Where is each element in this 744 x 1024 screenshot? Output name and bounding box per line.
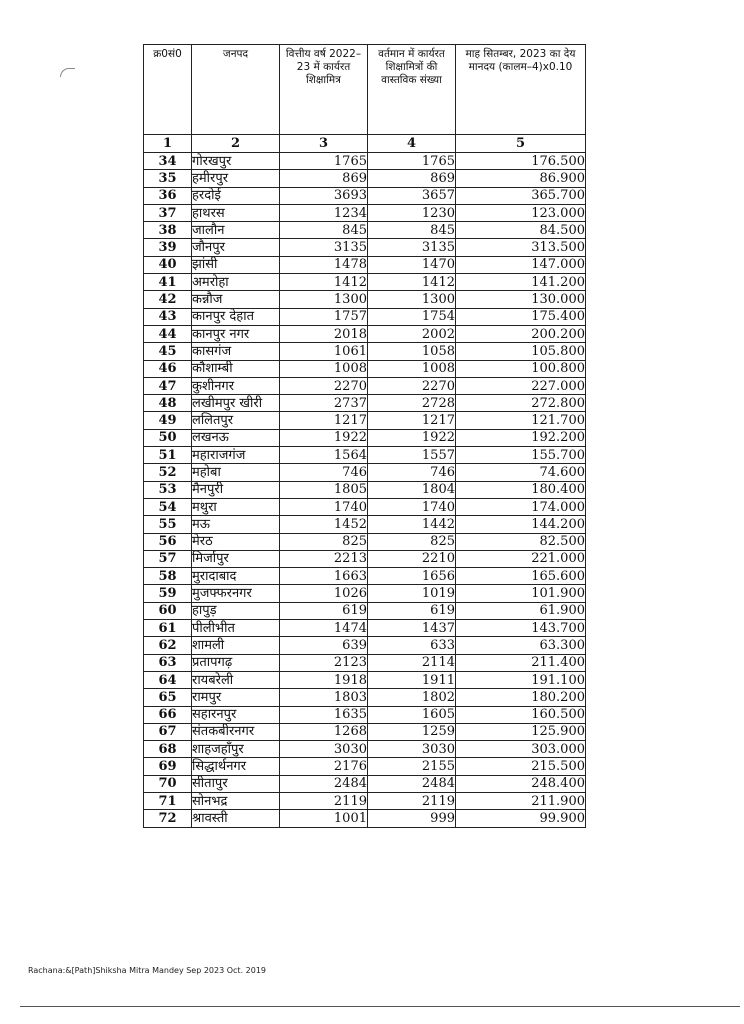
cell-serial-number: 47 (144, 377, 192, 394)
cell-amount: 155.700 (456, 447, 586, 464)
cell-fy-count: 1412 (280, 274, 368, 291)
cell-serial-number: 36 (144, 187, 192, 204)
cell-serial-number: 71 (144, 792, 192, 809)
table-row (144, 429, 586, 446)
table-row (144, 568, 586, 585)
cell-current-count: 1019 (368, 585, 456, 602)
cell-amount: 200.200 (456, 325, 586, 342)
cell-serial-number: 44 (144, 325, 192, 342)
cell-serial-number: 62 (144, 637, 192, 654)
table-row (144, 810, 586, 827)
cell-fy-count: 2213 (280, 550, 368, 567)
cell-district: संतकबीरनगर (192, 723, 280, 740)
cell-district: कौशाम्बी (192, 360, 280, 377)
cell-amount: 175.400 (456, 308, 586, 325)
cell-current-count: 1922 (368, 429, 456, 446)
cell-serial-number: 37 (144, 204, 192, 221)
cell-amount: 211.400 (456, 654, 586, 671)
cell-district: प्रतापगढ़ (192, 654, 280, 671)
table-row (144, 550, 586, 567)
column-number: 4 (368, 135, 456, 153)
cell-fy-count: 1061 (280, 343, 368, 360)
cell-current-count: 1230 (368, 204, 456, 221)
cell-current-count: 1911 (368, 671, 456, 688)
cell-district: झांसी (192, 256, 280, 273)
cell-fy-count: 746 (280, 464, 368, 481)
cell-serial-number: 34 (144, 153, 192, 170)
cell-fy-count: 869 (280, 170, 368, 187)
table-row (144, 585, 586, 602)
cell-serial-number: 35 (144, 170, 192, 187)
cell-district: महाराजगंज (192, 447, 280, 464)
cell-amount: 147.000 (456, 256, 586, 273)
cell-fy-count: 2176 (280, 758, 368, 775)
cell-district: रायबरेली (192, 671, 280, 688)
table-row (144, 170, 586, 187)
cell-current-count: 2484 (368, 775, 456, 792)
table-row (144, 377, 586, 394)
cell-district: सिद्धार्थनगर (192, 758, 280, 775)
table-row (144, 291, 586, 308)
cell-district: ललितपुर (192, 412, 280, 429)
cell-fy-count: 1564 (280, 447, 368, 464)
table-row (144, 308, 586, 325)
cell-district: जालौन (192, 222, 280, 239)
table-row (144, 792, 586, 809)
cell-district: मैनपुरी (192, 481, 280, 498)
cell-district: सोनभद्र (192, 792, 280, 809)
cell-current-count: 619 (368, 602, 456, 619)
cell-district: लखनऊ (192, 429, 280, 446)
table-row (144, 602, 586, 619)
cell-serial-number: 70 (144, 775, 192, 792)
cell-district: मथुरा (192, 498, 280, 515)
cell-district: लखीमपुर खीरी (192, 395, 280, 412)
cell-district: मेरठ (192, 533, 280, 550)
cell-current-count: 3657 (368, 187, 456, 204)
cell-fy-count: 3135 (280, 239, 368, 256)
cell-amount: 143.700 (456, 620, 586, 637)
cell-amount: 74.600 (456, 464, 586, 481)
table-row (144, 256, 586, 273)
cell-serial-number: 59 (144, 585, 192, 602)
cell-serial-number: 51 (144, 447, 192, 464)
cell-amount: 123.000 (456, 204, 586, 221)
cell-fy-count: 2018 (280, 325, 368, 342)
cell-current-count: 1656 (368, 568, 456, 585)
cell-district: अमरोहा (192, 274, 280, 291)
cell-amount: 100.800 (456, 360, 586, 377)
cell-district: मऊ (192, 516, 280, 533)
cell-serial-number: 68 (144, 741, 192, 758)
table-row (144, 758, 586, 775)
cell-amount: 99.900 (456, 810, 586, 827)
cell-amount: 313.500 (456, 239, 586, 256)
cell-current-count: 1765 (368, 153, 456, 170)
cell-amount: 192.200 (456, 429, 586, 446)
cell-current-count: 2270 (368, 377, 456, 394)
cell-current-count: 1058 (368, 343, 456, 360)
table-row (144, 671, 586, 688)
cell-fy-count: 1757 (280, 308, 368, 325)
cell-serial-number: 58 (144, 568, 192, 585)
cell-district: पीलीभीत (192, 620, 280, 637)
cell-fy-count: 1300 (280, 291, 368, 308)
table-row (144, 723, 586, 740)
cell-current-count: 999 (368, 810, 456, 827)
table-row (144, 343, 586, 360)
cell-serial-number: 45 (144, 343, 192, 360)
table-row (144, 412, 586, 429)
cell-fy-count: 639 (280, 637, 368, 654)
column-number: 1 (144, 135, 192, 153)
table-row (144, 620, 586, 637)
header-district: जनपद (192, 45, 280, 135)
cell-amount: 248.400 (456, 775, 586, 792)
scan-mark (60, 68, 75, 77)
cell-current-count: 3135 (368, 239, 456, 256)
cell-current-count: 1740 (368, 498, 456, 515)
column-number: 5 (456, 135, 586, 153)
cell-current-count: 825 (368, 533, 456, 550)
cell-current-count: 1802 (368, 689, 456, 706)
cell-fy-count: 1217 (280, 412, 368, 429)
cell-amount: 82.500 (456, 533, 586, 550)
cell-serial-number: 63 (144, 654, 192, 671)
cell-current-count: 1804 (368, 481, 456, 498)
cell-fy-count: 1663 (280, 568, 368, 585)
cell-amount: 215.500 (456, 758, 586, 775)
cell-current-count: 3030 (368, 741, 456, 758)
cell-fy-count: 1922 (280, 429, 368, 446)
cell-current-count: 2155 (368, 758, 456, 775)
table-row (144, 637, 586, 654)
cell-fy-count: 845 (280, 222, 368, 239)
cell-amount: 86.900 (456, 170, 586, 187)
cell-amount: 160.500 (456, 706, 586, 723)
cell-district: जौनपुर (192, 239, 280, 256)
cell-amount: 174.000 (456, 498, 586, 515)
table-row (144, 775, 586, 792)
cell-fy-count: 2484 (280, 775, 368, 792)
cell-amount: 84.500 (456, 222, 586, 239)
cell-serial-number: 46 (144, 360, 192, 377)
cell-fy-count: 1452 (280, 516, 368, 533)
cell-current-count: 1412 (368, 274, 456, 291)
cell-fy-count: 825 (280, 533, 368, 550)
cell-current-count: 1217 (368, 412, 456, 429)
cell-serial-number: 61 (144, 620, 192, 637)
table-row (144, 360, 586, 377)
cell-fy-count: 1001 (280, 810, 368, 827)
cell-amount: 180.200 (456, 689, 586, 706)
cell-district: शाहजहाँपुर (192, 741, 280, 758)
cell-current-count: 2119 (368, 792, 456, 809)
cell-serial-number: 53 (144, 481, 192, 498)
cell-district: कन्नौज (192, 291, 280, 308)
table-row (144, 274, 586, 291)
cell-district: गोरखपुर (192, 153, 280, 170)
cell-fy-count: 1268 (280, 723, 368, 740)
header-current-count: वर्तमान में कार्यरत शिक्षामित्रों की वास्तविक संख्या (368, 45, 456, 135)
bottom-divider (20, 1006, 740, 1007)
cell-amount: 144.200 (456, 516, 586, 533)
cell-district: रामपुर (192, 689, 280, 706)
cell-district: हाथरस (192, 204, 280, 221)
header-fy-count: वित्तीय वर्ष 2022–23 में कार्यरत शिक्षामित्र (280, 45, 368, 135)
cell-serial-number: 42 (144, 291, 192, 308)
cell-current-count: 845 (368, 222, 456, 239)
table-row (144, 516, 586, 533)
cell-district: मिर्जापुर (192, 550, 280, 567)
table-row (144, 654, 586, 671)
cell-current-count: 1557 (368, 447, 456, 464)
cell-district: मुरादाबाद (192, 568, 280, 585)
cell-district: कुशीनगर (192, 377, 280, 394)
cell-fy-count: 1803 (280, 689, 368, 706)
cell-district: हमीरपुर (192, 170, 280, 187)
cell-current-count: 1442 (368, 516, 456, 533)
cell-amount: 191.100 (456, 671, 586, 688)
cell-current-count: 1470 (368, 256, 456, 273)
table-row (144, 187, 586, 204)
cell-amount: 141.200 (456, 274, 586, 291)
cell-district: कासगंज (192, 343, 280, 360)
table-row (144, 153, 586, 170)
cell-fy-count: 1026 (280, 585, 368, 602)
cell-fy-count: 1008 (280, 360, 368, 377)
cell-fy-count: 1478 (280, 256, 368, 273)
cell-current-count: 2728 (368, 395, 456, 412)
cell-current-count: 2210 (368, 550, 456, 567)
cell-fy-count: 1474 (280, 620, 368, 637)
cell-amount: 125.900 (456, 723, 586, 740)
cell-serial-number: 57 (144, 550, 192, 567)
cell-current-count: 1754 (368, 308, 456, 325)
cell-amount: 101.900 (456, 585, 586, 602)
cell-fy-count: 1234 (280, 204, 368, 221)
cell-district: मुजफ्फरनगर (192, 585, 280, 602)
cell-amount: 61.900 (456, 602, 586, 619)
cell-serial-number: 41 (144, 274, 192, 291)
footer-path-text: Rachana:&[Path]Shiksha Mitra Mandey Sep 2023 Oct. 2019 (28, 966, 267, 975)
cell-serial-number: 54 (144, 498, 192, 515)
honorarium-table (143, 44, 586, 828)
cell-fy-count: 1740 (280, 498, 368, 515)
cell-district: हापुड़ (192, 602, 280, 619)
table-row (144, 204, 586, 221)
cell-serial-number: 69 (144, 758, 192, 775)
cell-fy-count: 2119 (280, 792, 368, 809)
cell-fy-count: 2737 (280, 395, 368, 412)
cell-fy-count: 2270 (280, 377, 368, 394)
table-row (144, 689, 586, 706)
cell-current-count: 633 (368, 637, 456, 654)
table-row (144, 533, 586, 550)
cell-serial-number: 55 (144, 516, 192, 533)
header-amount: माह सितम्बर, 2023 का देय मानदय (कालम–4)x0.10 (456, 45, 586, 135)
cell-fy-count: 1805 (280, 481, 368, 498)
table-row (144, 447, 586, 464)
cell-serial-number: 38 (144, 222, 192, 239)
cell-serial-number: 67 (144, 723, 192, 740)
cell-current-count: 869 (368, 170, 456, 187)
cell-current-count: 1437 (368, 620, 456, 637)
cell-amount: 211.900 (456, 792, 586, 809)
cell-fy-count: 619 (280, 602, 368, 619)
cell-fy-count: 1918 (280, 671, 368, 688)
cell-amount: 180.400 (456, 481, 586, 498)
table-row (144, 481, 586, 498)
table-row (144, 325, 586, 342)
cell-current-count: 746 (368, 464, 456, 481)
cell-district: शामली (192, 637, 280, 654)
cell-serial-number: 65 (144, 689, 192, 706)
cell-district: महोबा (192, 464, 280, 481)
table-row (144, 464, 586, 481)
cell-serial-number: 49 (144, 412, 192, 429)
cell-serial-number: 43 (144, 308, 192, 325)
cell-serial-number: 60 (144, 602, 192, 619)
cell-district: कानपुर देहात (192, 308, 280, 325)
cell-amount: 121.700 (456, 412, 586, 429)
cell-current-count: 1008 (368, 360, 456, 377)
cell-amount: 63.300 (456, 637, 586, 654)
cell-current-count: 2114 (368, 654, 456, 671)
cell-amount: 272.800 (456, 395, 586, 412)
column-number: 2 (192, 135, 280, 153)
table-row (144, 706, 586, 723)
cell-fy-count: 1635 (280, 706, 368, 723)
cell-serial-number: 56 (144, 533, 192, 550)
table-row (144, 395, 586, 412)
table-row (144, 222, 586, 239)
cell-serial-number: 64 (144, 671, 192, 688)
header-serial-number: क्र0सं0 (144, 45, 192, 135)
table-row (144, 741, 586, 758)
cell-amount: 365.700 (456, 187, 586, 204)
cell-amount: 303.000 (456, 741, 586, 758)
cell-serial-number: 50 (144, 429, 192, 446)
cell-serial-number: 40 (144, 256, 192, 273)
cell-district: श्रावस्ती (192, 810, 280, 827)
cell-fy-count: 2123 (280, 654, 368, 671)
cell-amount: 227.000 (456, 377, 586, 394)
cell-serial-number: 66 (144, 706, 192, 723)
table-body (144, 153, 586, 828)
cell-current-count: 1259 (368, 723, 456, 740)
table-row (144, 498, 586, 515)
cell-serial-number: 39 (144, 239, 192, 256)
cell-fy-count: 1765 (280, 153, 368, 170)
cell-amount: 221.000 (456, 550, 586, 567)
column-number-row (144, 135, 586, 153)
table-header-row (144, 45, 586, 135)
cell-current-count: 1605 (368, 706, 456, 723)
cell-amount: 165.600 (456, 568, 586, 585)
cell-district: सीतापुर (192, 775, 280, 792)
cell-district: सहारनपुर (192, 706, 280, 723)
cell-serial-number: 52 (144, 464, 192, 481)
cell-fy-count: 3030 (280, 741, 368, 758)
cell-amount: 130.000 (456, 291, 586, 308)
cell-amount: 176.500 (456, 153, 586, 170)
table-row (144, 239, 586, 256)
cell-current-count: 1300 (368, 291, 456, 308)
cell-serial-number: 48 (144, 395, 192, 412)
cell-current-count: 2002 (368, 325, 456, 342)
cell-fy-count: 3693 (280, 187, 368, 204)
cell-district: कानपुर नगर (192, 325, 280, 342)
cell-serial-number: 72 (144, 810, 192, 827)
cell-district: हरदोई (192, 187, 280, 204)
column-number: 3 (280, 135, 368, 153)
cell-amount: 105.800 (456, 343, 586, 360)
